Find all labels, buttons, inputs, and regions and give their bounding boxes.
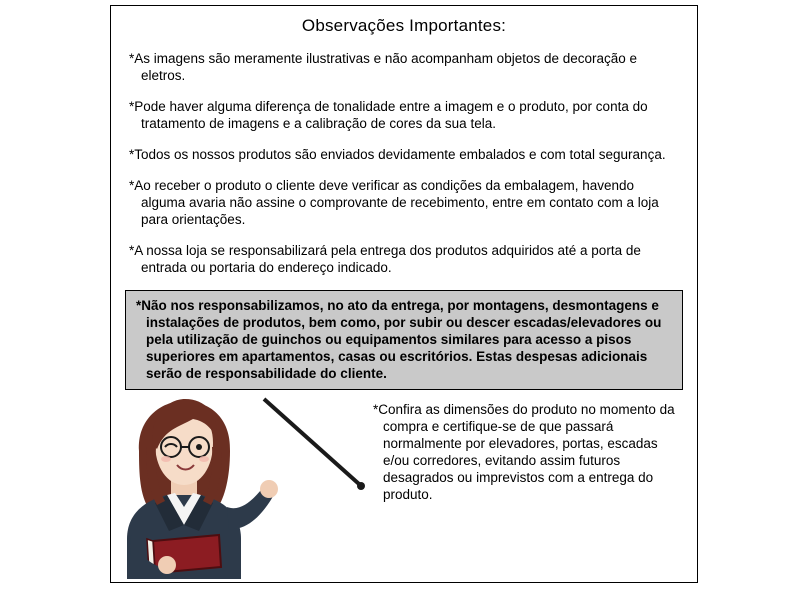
notice-paragraph-1	[129, 50, 679, 84]
notice-paragraph-4	[129, 177, 679, 228]
highlighted-disclaimer-text: *Não nos responsabilizamos, no ato da entrega, por montagens, desmontagens e instalações de produtos, bem como, por subir ou descer escadas/elevadores ou pela utilização de guinchos ou equipamentos similares para acesso a pisos superiores em apartamentos, casas ou escritórios. Estas despesas adicionais serão de responsabilidade do cliente.	[136, 298, 662, 381]
hand-left	[158, 556, 176, 574]
cheek-right	[199, 456, 209, 462]
notice-paragraph-2	[129, 98, 679, 132]
notice-paragraph-5-text: *A nossa loja se responsabilizará pela entrega dos produtos adquiridos até a porta de entrada ou portaria do endereço indicado.	[129, 243, 641, 275]
notice-paragraph-3-text: *Todos os nossos produtos são enviados devidamente embalados e com total segurança.	[129, 147, 666, 162]
notice-paragraph-4-text: *Ao receber o produto o cliente deve verificar as condições da embalagem, havendo alguma avaria não assine o comprovante de recebimento, entre em contato com a loja para orientações.	[129, 178, 659, 227]
notice-paragraph-3	[129, 146, 679, 163]
notice-panel	[110, 5, 698, 583]
hand-right	[260, 480, 278, 498]
page-title: Observações Importantes:	[301, 16, 507, 35]
dimension-note	[369, 401, 681, 503]
pointer-stick-icon	[264, 399, 365, 490]
notice-paragraph-5	[129, 242, 679, 276]
bottom-section	[111, 398, 697, 573]
dimension-note-text: *Confira as dimensões do produto no momento da compra e certifique-se de que passará normalmente por elevadores, portas, escadas e/ou corredores, evitando assim futuros desagrados ou imprevistos com a entrega do produto.	[373, 402, 675, 502]
woman-with-pointer-illustration	[109, 389, 379, 579]
highlighted-disclaimer-box	[125, 290, 683, 390]
notice-paragraph-2-text: *Pode haver alguma diferença de tonalidade entre a imagem e o produto, por conta do tratamento de imagens e a calibração de cores da sua tela.	[129, 99, 648, 131]
notice-paragraph-1-text: *As imagens são meramente ilustrativas e não acompanham objetos de decoração e eletros.	[129, 51, 638, 83]
eye-right	[196, 444, 202, 450]
cheek-left	[161, 456, 171, 462]
